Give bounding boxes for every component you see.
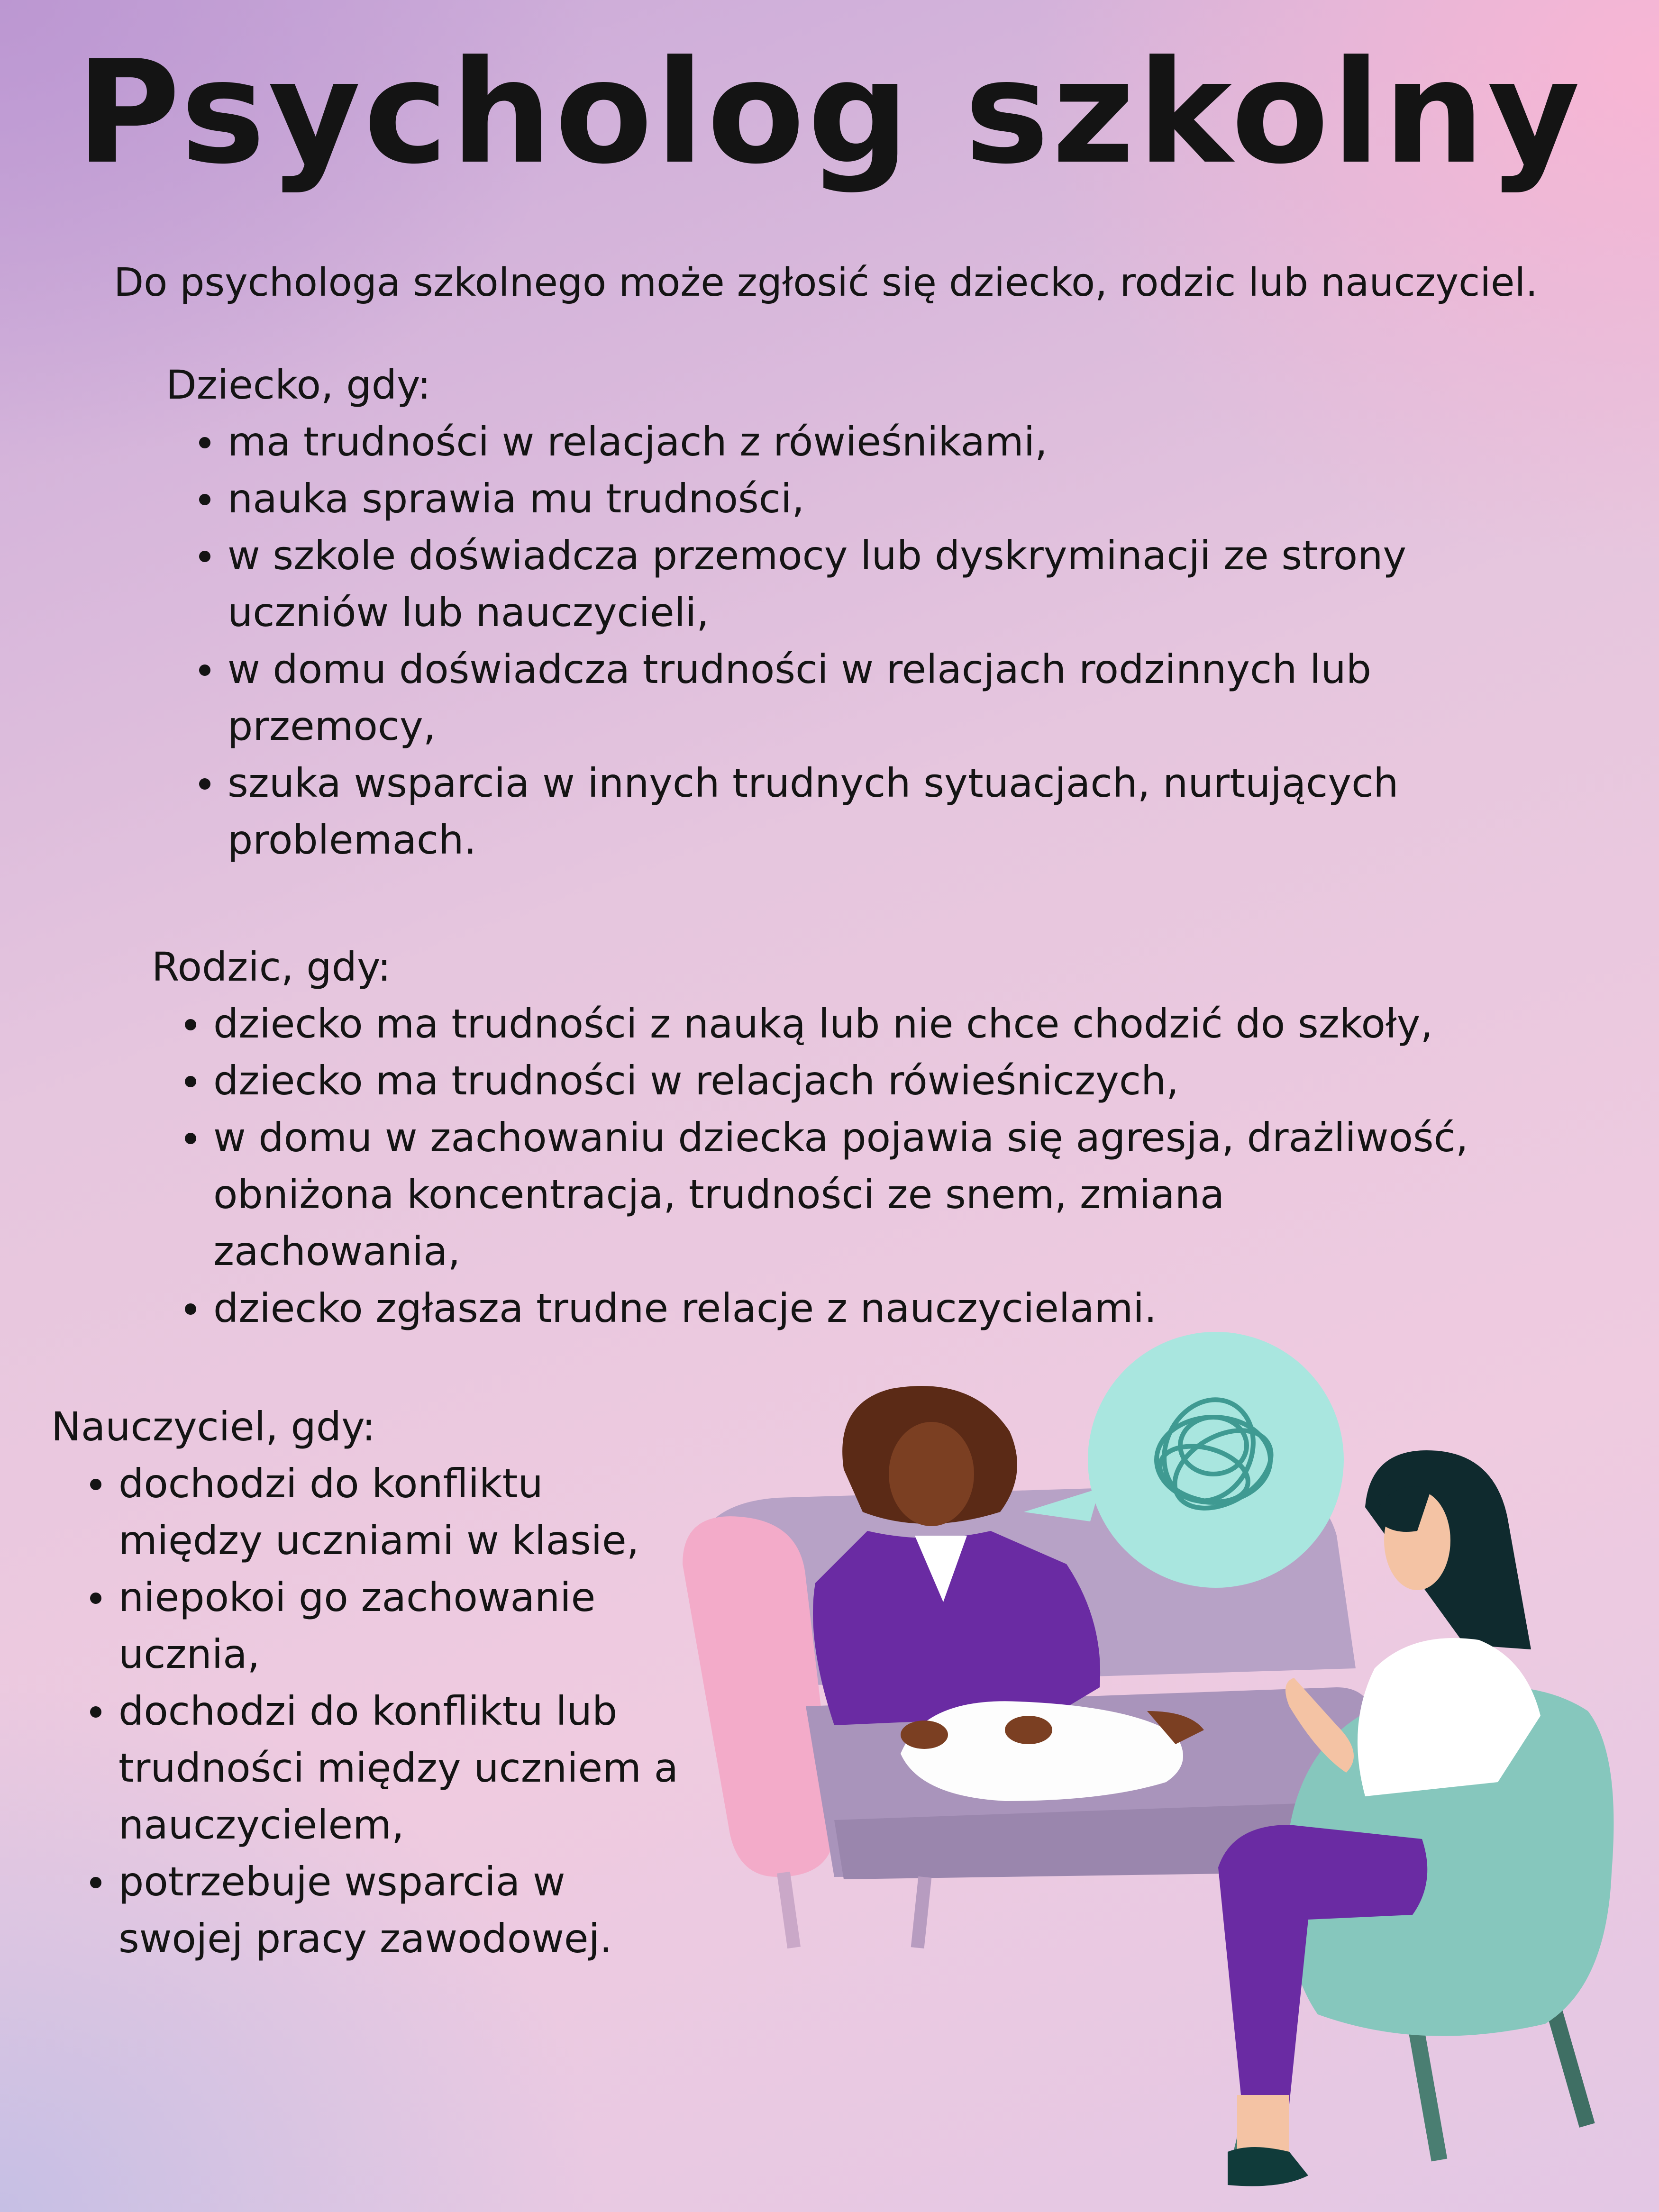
list-item: szuka wsparcia w innych trudnych sytuacjach, nurtujących problemach. [199, 755, 1446, 868]
therapy-session-illustration [664, 1308, 1659, 2212]
list-item: potrzebuje wsparcia w swojej pracy zawodowej. [90, 1853, 696, 1967]
list-item: dochodzi do konfliktu między uczniami w klasie, [90, 1455, 696, 1569]
section-child [166, 356, 1446, 868]
list-item: dziecko ma trudności z nauką lub nie chce chodzić do szkoły, [185, 995, 1469, 1052]
bullet-list [185, 995, 1469, 1337]
section-heading: Nauczyciel, gdy: [51, 1403, 376, 1450]
list-item: w szkole doświadcza przemocy lub dyskryminacji ze strony uczniów lub nauczycieli, [199, 527, 1446, 641]
section-teacher [51, 1398, 696, 1967]
list-item: w domu w zachowaniu dziecka pojawia się agresja, drażliwość, obniżona koncentracja, trudności ze snem, zmiana zachowania, [185, 1109, 1469, 1280]
intro-text: Do psychologa szkolnego może zgłosić się dziecko, rodzic lub nauczyciel. [114, 260, 1538, 305]
list-item: nauka sprawia mu trudności, [199, 470, 1446, 527]
section-parent [152, 938, 1469, 1337]
page-title: Psycholog szkolny [76, 30, 1583, 195]
list-item: ma trudności w relacjach z rówieśnikami, [199, 413, 1446, 470]
list-item: niepokoi go zachowanie ucznia, [90, 1569, 696, 1683]
list-item: dochodzi do konfliktu lub trudności między uczniem a nauczycielem, [90, 1683, 696, 1853]
list-item: dziecko zgłasza trudne relacje z nauczycielami. [185, 1280, 1469, 1337]
bullet-list [90, 1455, 696, 1967]
bullet-list [199, 413, 1446, 868]
section-heading: Dziecko, gdy: [166, 362, 431, 408]
section-heading: Rodzic, gdy: [152, 944, 391, 990]
list-item: dziecko ma trudności w relacjach rówieśniczych, [185, 1052, 1469, 1109]
list-item: w domu doświadcza trudności w relacjach rodzinnych lub przemocy, [199, 641, 1446, 755]
